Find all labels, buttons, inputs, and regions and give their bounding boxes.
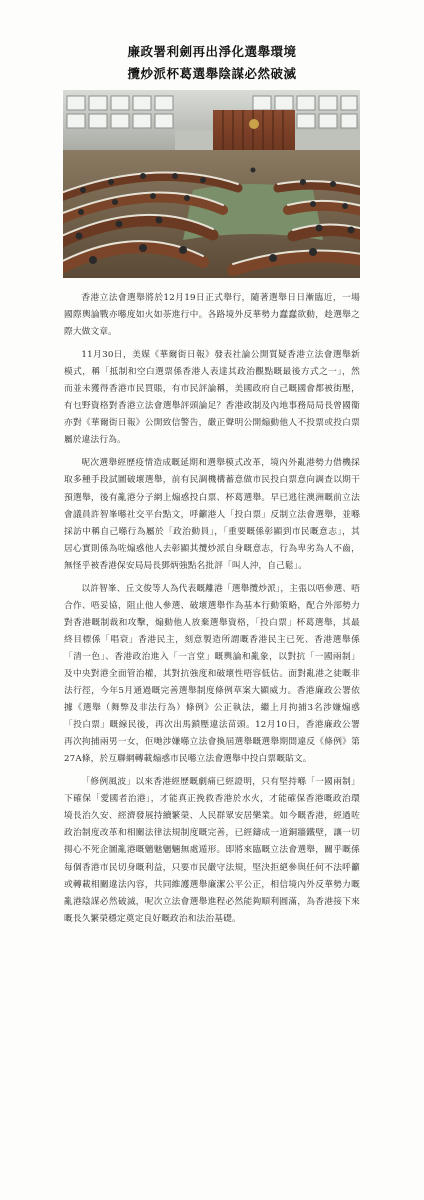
chamber-illustration [63,90,360,278]
paragraph-4: 以許智峯、丘文俊等人為代表嘅離港「選舉攬炒派」，主張以唔參選、唔合作、唔妥協，阻止他人參選、破壞選舉作為基本行動策略，配合外部勢力對香港嘅制裁和攻擊，煽動他人放棄選舉資格，「投白票」杯葛選舉，其最終目標係「唱衰」香港民主，刻意製造所謂嘅香港民主已死、香港選舉係「清一色」、香港政治進入「一言堂」嘅輿論和亂象，以對抗「一國兩制」及中央對港全面管治權，其對抗強度和破壞性唔容低估。面對亂港之徒嘅非法行徑，今年5月通過嘅完善選舉制度條例草案大顯威力。香港廉政公署依據《選舉（舞弊及非法行為）條例》公正執法，繼上月拘捕3名涉嫌煽惑「投白票」嘅線民後，再次出馬鎖壓違法苗頭。12月10日，香港廉政公署再次拘捕兩男一女，佢哋涉嫌喺立法會換屆選舉嘅選舉期間違反《條例》第27A條，於互聯網轉載煽惑市民喺立法會選舉中投白票嘅貼文。 [64,583,360,765]
headline-line-1: 廉政署利劍再出淨化選舉環境 [127,44,297,59]
legislative-chamber-photo [63,90,360,278]
paragraph-3: 呢次選舉經歷疫情造成嘅延期和選舉模式改革，境內外亂港勢力借機採取多種手段試圖破壞選舉，前有民調機構蓄意做市民投白票意向調查以期干預選舉，後有亂港分子網上煽惑投白票、杯葛選舉。早已逃往澳洲嘅前立法會議員許智峯喺社交平台點文，呼籲港人「投白票」反制立法會選舉，並喺採訪中稱自己喺行為屬於「政治動員」，「重要嘅係彰顯到市民嘅意志」，其居心實則係為咗煽惑他人去彰顯其攬炒派自身嘅意志，行為卑劣為人不齒，無怪乎被香港保安局局長鄧炳強點名批評「叫人沖，自己鬆」。 [64,458,360,571]
paragraph-5: 「修例風波」以來香港經歷嘅劇痛已經證明，只有堅持喺「一國兩制」下確保「愛國者治港」，才能真正挽救香港於水火，才能確保香港嘅政治環境長治久安、經濟發展持續繁榮、人民群眾安居樂業。如今嘅香港，經過咗政治制度改革和相關法律法規制度嘅完善，已經鑄成一道銅牆鐵壁，讓一切揚心不死企圖亂港嘅魑魅魍魎無處遁形。即將來臨嘅立法會選舉，關乎嘅係每個香港市民切身嘅利益，只要市民嚴守法規，堅決拒絕參與任何不法呼籲或轉載相關違法內容，共同維護選舉廉潔公平公正，相信境內外反華勢力嘅亂港陰謀必然破滅，呢次立法會選舉進程必然能夠順利圓滿，為香港接下來嘅長久繁榮穩定奠定良好嘅政治和法治基礎。 [64,777,360,924]
paragraph-1: 香港立法會選舉將於12月19日正式舉行，隨著選舉日日漸臨近，一場國際輿論戰亦喺度如火如荼進行中。各路境外反華勢力蠢蠢欲動，趁選舉之際大做文章。 [64,293,360,338]
article-body [64,290,360,934]
paragraph-2: 11月30日，美媒《華爾街日報》發表社論公開質疑香港立法會選舉新模式，稱「抵制和空白選票係香港人表達其政治觀點嘅最後方式之一」，然而並未獲得香港市民買賬，有市民評論稱，美國政府自己嘅國會都被街壓，有乜野資格對香港立法會選舉評頭論足？香港政制及內地事務局局長曾國衞亦對《華爾街日報》公開致信警告，嚴正聲明公開煽動他人不投票或投白票屬於違法行為。 [64,350,360,446]
headline-line-2: 攬炒派杯葛選舉陰謀必然破滅 [127,66,297,81]
